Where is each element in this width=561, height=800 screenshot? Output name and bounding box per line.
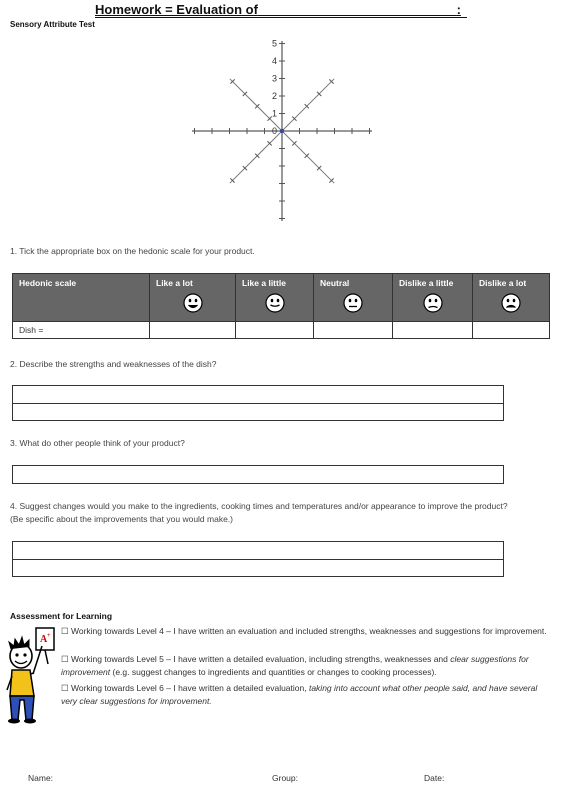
radar-tick-label: 3: [271, 73, 277, 84]
level-6-emphasis: taking into account what other people said, and have several very clear suggestions for improvement.: [61, 683, 538, 706]
svg-text:+: +: [47, 633, 51, 639]
radar-tick-label: 5: [271, 38, 277, 49]
name-label: Name:: [28, 773, 54, 783]
group-label: Group:: [272, 773, 298, 783]
sad-face-icon: [423, 293, 443, 313]
radar-tick-label: 2: [271, 91, 277, 101]
hedonic-column-label: Dislike a lot: [479, 278, 527, 288]
hedonic-header-row: [13, 274, 550, 322]
hedonic-col-1: [236, 274, 314, 322]
sensory-radar-chart: [185, 34, 381, 230]
assessment-level-5[interactable]: [61, 653, 551, 679]
title-prefix: Homework = Evaluation of: [95, 2, 258, 17]
radar-tick-label: 4: [271, 56, 277, 66]
happy-face-icon: [265, 293, 285, 313]
answer-box-2[interactable]: [12, 385, 504, 421]
assessment-level-4[interactable]: ☐ Working towards Level 4 – I have written an evaluation and included strengths, weaknesses and suggestions for improvement.: [61, 626, 547, 636]
dish-rating-cell-4[interactable]: [473, 322, 550, 339]
dish-rating-cell-3[interactable]: [393, 322, 473, 339]
dish-rating-cell-2[interactable]: [314, 322, 393, 339]
page-title: [95, 2, 461, 17]
hedonic-column-label: Like a little: [242, 278, 286, 288]
title-suffix: :: [456, 2, 461, 17]
dish-rating-cell-0[interactable]: [150, 322, 236, 339]
answer-box-4[interactable]: [12, 541, 504, 577]
dish-label-cell: Dish =: [13, 322, 150, 339]
svg-text:A: A: [40, 634, 48, 645]
answer-line: [13, 559, 503, 560]
dish-row: [13, 322, 550, 339]
question-4: 4. Suggest changes would you make to the ingredients, cooking times and temperatures and/or appearance to improve the product?: [10, 501, 508, 511]
hedonic-scale-table: [12, 273, 550, 339]
very-happy-face-icon: [183, 293, 203, 313]
hedonic-header-label: Hedonic scale: [19, 278, 77, 288]
level-6-text: ☐ Working towards Level 6 – I have written a detailed evaluation,: [61, 683, 309, 693]
radar-origin-point: [280, 129, 284, 133]
subtitle: Sensory Attribute Test: [10, 20, 95, 29]
radar-tick-label: 1: [271, 108, 277, 119]
hedonic-col-0: [150, 274, 236, 322]
answer-box-3[interactable]: [12, 465, 504, 484]
hedonic-column-label: Neutral: [320, 278, 350, 288]
level-5-emphasis: clear suggestions for improvement: [61, 654, 529, 677]
very-sad-face-icon: [501, 293, 521, 313]
level-5-text: ☐ Working towards Level 5 – I have written a detailed evaluation, including strengths, weaknesses and: [61, 654, 451, 664]
date-label: Date:: [424, 773, 445, 783]
hedonic-header-cell: [13, 274, 150, 322]
dish-rating-cell-1[interactable]: [236, 322, 314, 339]
question-2: 2. Describe the strengths and weaknesses of the dish?: [10, 359, 217, 369]
neutral-face-icon: [343, 293, 363, 313]
question-3: 3. What do other people think of your product?: [10, 438, 185, 448]
hedonic-col-4: [473, 274, 550, 322]
title-underline-blank: [95, 17, 467, 18]
question-4-note: (Be specific about the improvements that you would make.): [10, 514, 233, 524]
level-5-example: (e.g. suggest changes to ingredients and quantities or changes to cooking processes).: [110, 667, 437, 677]
hedonic-col-2: [314, 274, 393, 322]
hedonic-column-label: Like a lot: [156, 278, 193, 288]
hedonic-column-label: Dislike a little: [399, 278, 454, 288]
radar-tick-label: 0: [271, 126, 277, 136]
answer-line: [13, 403, 503, 404]
student-pointing-at-board-icon: [4, 624, 58, 724]
assessment-title: Assessment for Learning: [10, 611, 113, 621]
assessment-level-6[interactable]: [61, 682, 551, 708]
question-1: 1. Tick the appropriate box on the hedonic scale for your product.: [10, 246, 255, 256]
hedonic-col-3: [393, 274, 473, 322]
